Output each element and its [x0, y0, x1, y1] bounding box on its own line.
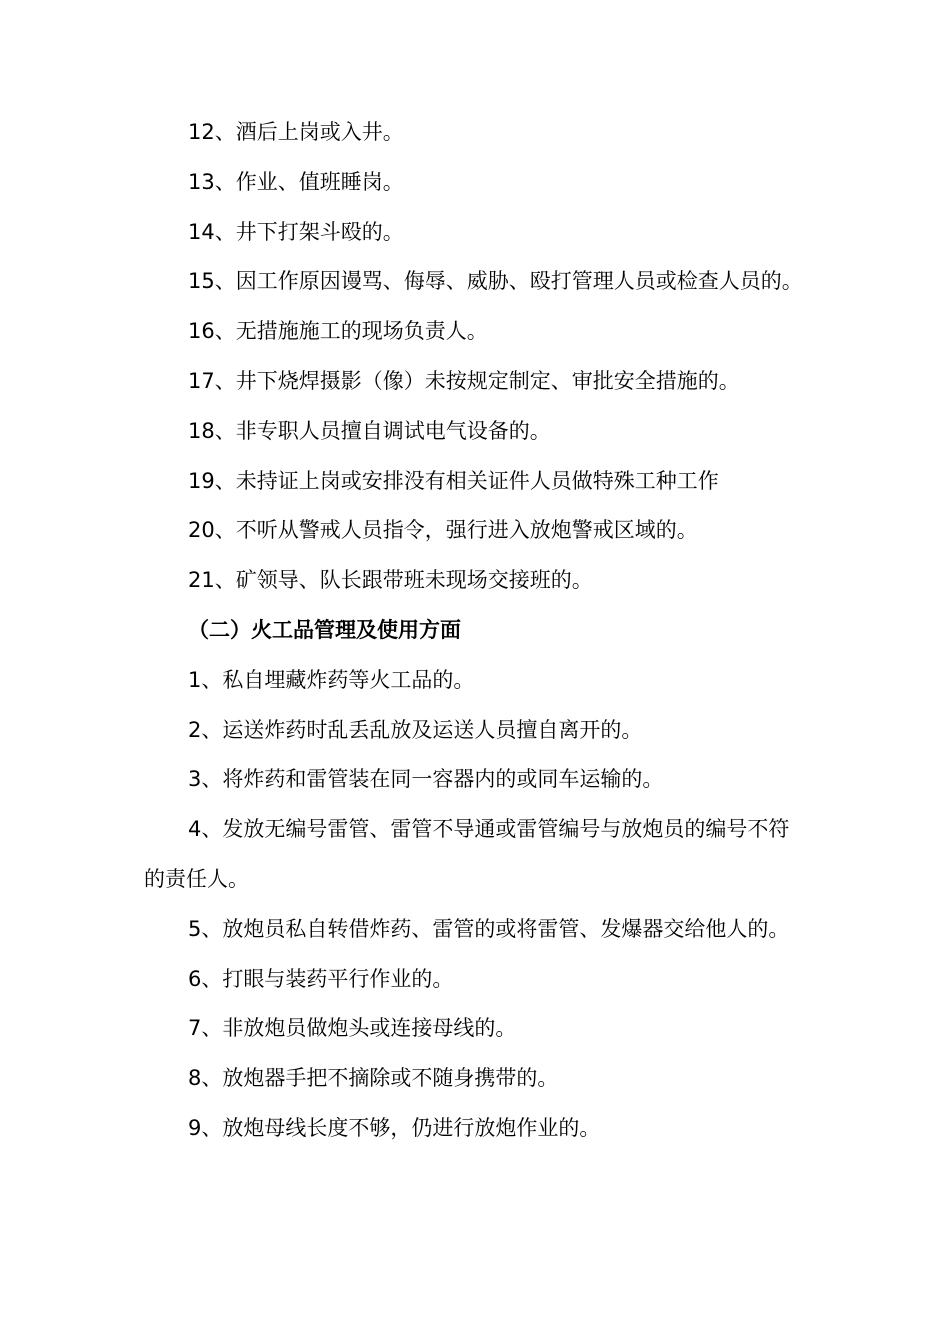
list-item: 14、井下打架斗殴的。 [188, 219, 404, 244]
list-item: 18、非专职人员擅自调试电气设备的。 [188, 418, 551, 443]
list-item: 2、运送炸药时乱丢乱放及运送人员擅自离开的。 [188, 717, 643, 742]
list-item: 5、放炮员私自转借炸药、雷管的或将雷管、发爆器交给他人的。 [188, 916, 790, 941]
list-item: 8、放炮器手把不摘除或不随身携带的。 [188, 1066, 559, 1091]
list-item: 13、作业、值班睡岗。 [188, 169, 404, 194]
list-item: 16、无措施施工的现场负责人。 [188, 319, 488, 344]
list-item: 7、非放炮员做炮头或连接母线的。 [188, 1016, 517, 1041]
list-item: 15、因工作原因谩骂、侮辱、威胁、殴打管理人员或检查人员的。 [188, 269, 803, 294]
document-body [144, 108, 808, 1154]
list-item: 4、发放无编号雷管、雷管不导通或雷管编号与放炮员的编号不符的责任人。 [144, 817, 790, 891]
list-item: 21、矿领导、队长跟带班未现场交接班的。 [188, 568, 593, 593]
list-item: 1、私自埋藏炸药等火工品的。 [188, 667, 475, 692]
list-item: 19、未持证上岗或安排没有相关证件人员做特殊工种工作 [188, 468, 719, 493]
list-item: 3、将炸药和雷管装在同一容器内的或同车运输的。 [188, 767, 664, 792]
list-item: 12、酒后上岗或入井。 [188, 120, 404, 144]
list-item: 6、打眼与装药平行作业的。 [188, 966, 454, 991]
list-item: 20、不听从警戒人员指令，强行进入放炮警戒区域的。 [188, 518, 698, 543]
list-item: 9、放炮母线长度不够，仍进行放炮作业的。 [188, 1115, 601, 1140]
list-item: 17、井下烧焊摄影（像）未按规定制定、审批安全措施的。 [188, 368, 740, 393]
section-heading: （二）火工品管理及使用方面 [188, 617, 461, 642]
